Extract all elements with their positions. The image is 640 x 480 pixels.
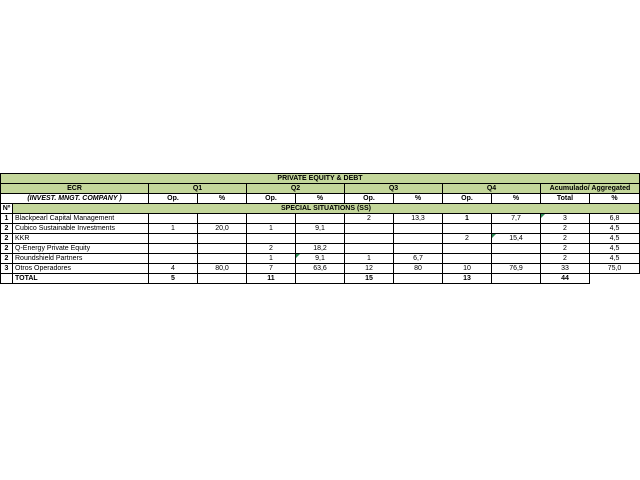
q4-pct-cell: 15,4 — [492, 234, 541, 244]
q1-op-cell — [149, 254, 198, 264]
total-op-cell: 2 — [541, 244, 590, 254]
total-op-cell: 2 — [541, 224, 590, 234]
q1-pct-cell — [198, 214, 247, 224]
total-pct-cell: 4,5 — [590, 234, 640, 244]
q1-op-cell: 1 — [149, 224, 198, 234]
aggregated-total: 44 — [541, 274, 590, 284]
q1-pct-cell — [198, 254, 247, 264]
q2-pct-cell: 63,6 — [296, 264, 345, 274]
q1-total: 5 — [149, 274, 198, 284]
q4-op-cell: 1 — [443, 214, 492, 224]
row-number: 3 — [1, 264, 13, 274]
row-number: 2 — [1, 224, 13, 234]
total-op-cell: 2 — [541, 254, 590, 264]
q2-op-cell: 1 — [247, 254, 296, 264]
table-title: PRIVATE EQUITY & DEBT — [1, 174, 640, 184]
q2-op-cell: 1 — [247, 224, 296, 234]
q3-op-cell — [345, 244, 394, 254]
company-name: KKR — [13, 234, 149, 244]
q1-header: Q1 — [149, 184, 247, 194]
totals-spacer — [1, 274, 13, 284]
q4-op-cell — [443, 224, 492, 234]
q4-pct-cell — [492, 254, 541, 264]
q1-pct-header: % — [198, 194, 247, 204]
total-pct-cell: 4,5 — [590, 224, 640, 234]
total-pct-cell: 6,8 — [590, 214, 640, 224]
table-row — [1, 244, 640, 254]
row-number: 2 — [1, 234, 13, 244]
company-name: Otros Operadores — [13, 264, 149, 274]
q1-op-header: Op. — [149, 194, 198, 204]
q3-header: Q3 — [345, 184, 443, 194]
q4-op-cell — [443, 244, 492, 254]
q2-pct-cell — [296, 234, 345, 244]
q1-pct-cell: 20,0 — [198, 224, 247, 234]
q2-pct-cell — [296, 214, 345, 224]
table-row — [1, 264, 640, 274]
row-number: 1 — [1, 214, 13, 224]
q4-op-header: Op. — [443, 194, 492, 204]
q3-op-header: Op. — [345, 194, 394, 204]
q3-op-cell: 1 — [345, 254, 394, 264]
q3-total: 15 — [345, 274, 394, 284]
q3-op-cell: 2 — [345, 214, 394, 224]
q4-pct-cell — [492, 224, 541, 234]
totals-row — [1, 274, 640, 284]
q1-total-pct — [198, 274, 247, 284]
q3-pct-cell: 6,7 — [394, 254, 443, 264]
table-row — [1, 214, 640, 224]
q1-pct-cell — [198, 244, 247, 254]
ecr-header: ECR — [1, 184, 149, 194]
q4-op-cell: 10 — [443, 264, 492, 274]
table-row — [1, 234, 640, 244]
row-number: 2 — [1, 244, 13, 254]
q4-pct-cell — [492, 244, 541, 254]
q3-pct-cell — [394, 234, 443, 244]
q2-total-pct — [296, 274, 345, 284]
total-op-cell: 33 — [541, 264, 590, 274]
total-op-header: Total — [541, 194, 590, 204]
q3-op-cell — [345, 224, 394, 234]
company-name: Blackpearl Capital Management — [13, 214, 149, 224]
q3-pct-header: % — [394, 194, 443, 204]
q3-pct-cell: 80 — [394, 264, 443, 274]
q1-op-cell: 4 — [149, 264, 198, 274]
q3-op-cell: 12 — [345, 264, 394, 274]
q3-pct-cell: 13,3 — [394, 214, 443, 224]
company-name: Cubico Sustainable Investments — [13, 224, 149, 234]
q1-op-cell — [149, 214, 198, 224]
q4-total: 13 — [443, 274, 492, 284]
q3-total-pct — [394, 274, 443, 284]
section-title: SPECIAL SITUATIONS (SS) — [13, 204, 640, 214]
q4-pct-cell: 7,7 — [492, 214, 541, 224]
q2-pct-cell: 18,2 — [296, 244, 345, 254]
company-name: Roundshield Partners — [13, 254, 149, 264]
q1-pct-cell: 80,0 — [198, 264, 247, 274]
q4-header: Q4 — [443, 184, 541, 194]
q2-op-cell: 2 — [247, 244, 296, 254]
number-header: Nº — [1, 204, 13, 214]
q2-pct-cell: 9,1 — [296, 254, 345, 264]
invest-mngt-header: (INVEST. MNGT. COMPANY ) — [1, 194, 149, 204]
aggregated-total-pct — [590, 274, 640, 284]
q3-op-cell — [345, 234, 394, 244]
q1-pct-cell — [198, 234, 247, 244]
q2-op-header: Op. — [247, 194, 296, 204]
aggregated-header: Acumulado/ Aggregated — [541, 184, 640, 194]
q2-pct-header: % — [296, 194, 345, 204]
row-number: 2 — [1, 254, 13, 264]
q4-op-cell: 2 — [443, 234, 492, 244]
table-row — [1, 224, 640, 234]
q3-pct-cell — [394, 224, 443, 234]
q3-pct-cell — [394, 244, 443, 254]
totals-label: TOTAL — [13, 274, 149, 284]
total-op-cell: 3 — [541, 214, 590, 224]
q4-op-cell — [443, 254, 492, 264]
q2-pct-cell: 9,1 — [296, 224, 345, 234]
q2-op-cell — [247, 214, 296, 224]
q2-total: 11 — [247, 274, 296, 284]
q2-op-cell — [247, 234, 296, 244]
total-pct-header: % — [590, 194, 640, 204]
table-row — [1, 254, 640, 264]
total-pct-cell: 4,5 — [590, 244, 640, 254]
q1-op-cell — [149, 234, 198, 244]
q4-pct-header: % — [492, 194, 541, 204]
q2-header: Q2 — [247, 184, 345, 194]
q4-pct-cell: 76,9 — [492, 264, 541, 274]
total-pct-cell: 4,5 — [590, 254, 640, 264]
total-pct-cell: 75,0 — [590, 264, 640, 274]
q4-total-pct — [492, 274, 541, 284]
q2-op-cell: 7 — [247, 264, 296, 274]
q1-op-cell — [149, 244, 198, 254]
private-equity-table — [0, 173, 640, 284]
total-op-cell: 2 — [541, 234, 590, 244]
company-name: Q-Energy Private Equity — [13, 244, 149, 254]
